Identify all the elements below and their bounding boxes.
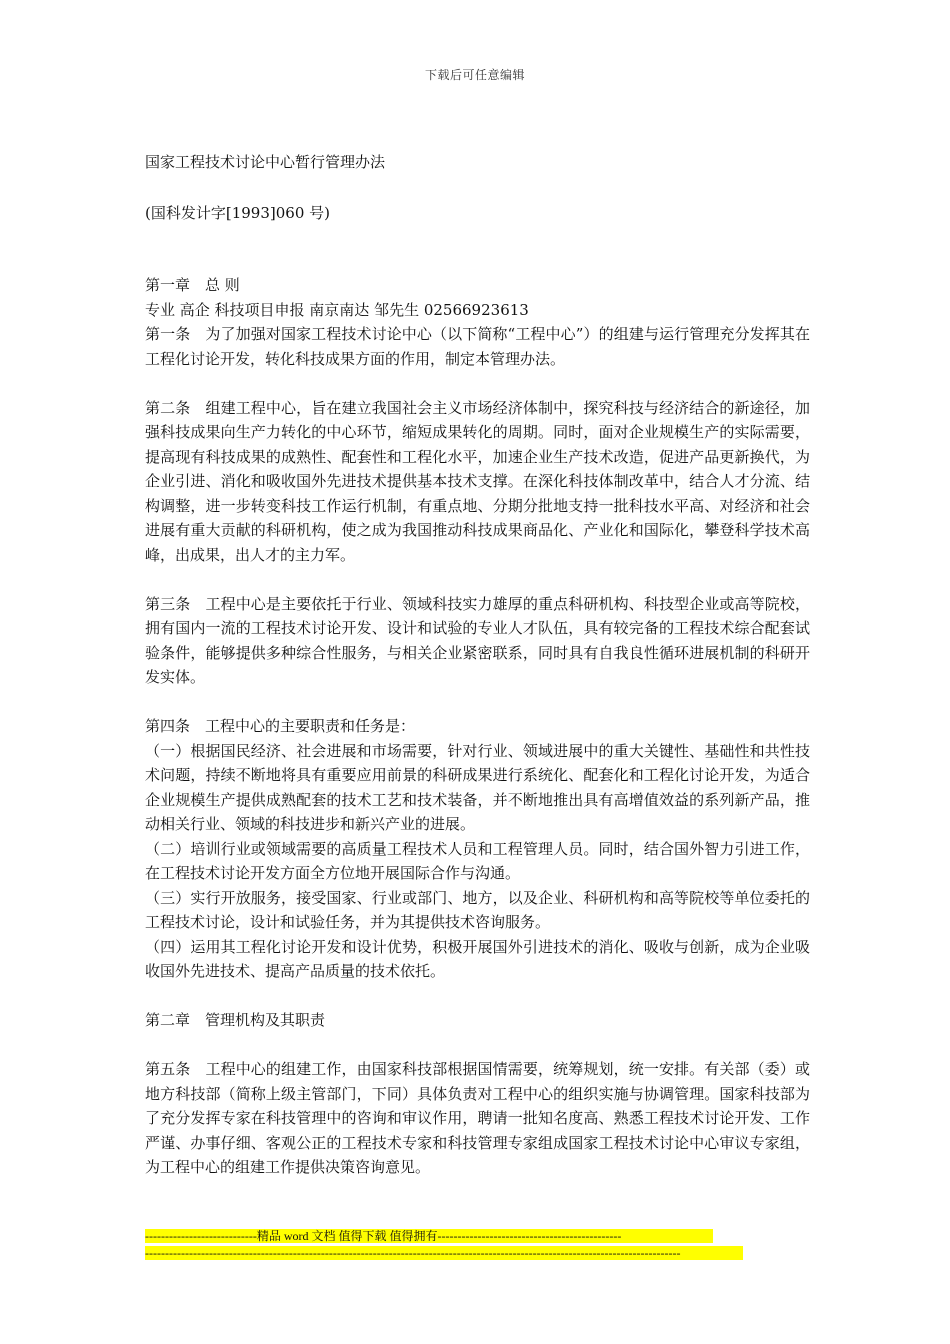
- chapter-1-heading: 第一章 总 则: [145, 276, 240, 294]
- article-4: 第四条 工程中心的主要职责和任务是：: [145, 717, 416, 735]
- article-4-item: （一）根据国民经济、社会进展和市场需要，针对行业、领域进展中的重大关键性、基础性和共性技术问题，持续不断地将具有重要应用前景的科研成果进行系统化、配套化和工程化讨论开发，为适合企业规模生产提供成熟配套的技术工艺和技术装备，并不断地推出具有高增值效益的系列新产品，推动相关行业、领域的科技进步和新兴产业的进展。: [145, 741, 810, 833]
- ad-line: 专业 高企 科技项目申报 南京南达 邹先生 02566923613: [145, 300, 529, 319]
- article-4-item: （三）实行开放服务，接受国家、行业或部门、地方，以及企业、科研机构和高等院校等单位委托的工程技术讨论，设计和试验任务，并为其提供技术咨询服务。: [145, 888, 810, 931]
- document-number: (国科发计字[1993]060 号): [145, 203, 330, 222]
- footer-banner: [145, 1229, 743, 1260]
- paragraph-gap: [145, 984, 810, 1009]
- paragraph-gap: [145, 567, 810, 592]
- article-5: 第五条 工程中心的组建工作，由国家科技部根据国情需要，统筹规划，统一安排。有关部（委）或地方科技部（简称上级主管部门，下同）具体负责对工程中心的组织实施与协调管理。国家科技部为了充分发挥专家在科技管理中的咨询和审议作用，聘请一批知名度高、熟悉工程技术讨论开发、工作严谨、办事仔细、客观公正的工程技术专家和科技管理专家组成国家工程技术讨论中心审议专家组，为工程中心的组建工作提供决策咨询意见。: [145, 1060, 810, 1176]
- article-3: 第三条 工程中心是主要依托于行业、领域科技实力雄厚的重点科研机构、科技型企业或高等院校，拥有国内一流的工程技术讨论开发、设计和试验的专业人才队伍，具有较完备的工程技术综合配套试验条件，能够提供多种综合性服务，与相关企业紧密联系，同时具有自我良性循环进展机制的科研开发实体。: [145, 594, 810, 686]
- chapter-2-heading: 第二章 管理机构及其职责: [145, 1011, 326, 1029]
- paragraph-gap: [145, 371, 810, 396]
- footer-line-1: ----------------------------精品 word 文档 值得下载 值得拥有----------------------------------------------: [145, 1229, 713, 1243]
- document-title: 国家工程技术讨论中心暂行管理办法: [145, 153, 386, 171]
- paragraph-gap: [145, 690, 810, 715]
- paragraph-gap: [145, 1033, 810, 1058]
- article-1: 第一条 为了加强对国家工程技术讨论中心（以下简称“工程中心”）的组建与运行管理充分发挥其在工程化讨论开发，转化科技成果方面的作用，制定本管理办法。: [145, 325, 810, 368]
- article-2: 第二条 组建工程中心，旨在建立我国社会主义市场经济体制中，探究科技与经济结合的新途径，加强科技成果向生产力转化的中心环节，缩短成果转化的周期。同时，面对企业规模生产的实际需要，提高现有科技成果的成熟性、配套性和工程化水平，加速企业生产技术改造，促进产品更新换代，为企业引进、消化和吸收国外先进技术提供基本技术支撑。在深化科技体制改革中，结合人才分流、结构调整，进一步转变科技工作运行机制，有重点地、分期分批地支持一批科技水平高、对经济和社会进展有重大贡献的科研机构，使之成为我国推动科技成果商品化、产业化和国际化，攀登科学技术高峰，出成果，出人才的主力军。: [145, 398, 810, 564]
- document-body: [145, 150, 810, 1180]
- article-4-item: （四）运用其工程化讨论开发和设计优势，积极开展国外引进技术的消化、吸收与创新，成为企业吸收国外先进技术、提高产品质量的技术依托。: [145, 937, 810, 980]
- article-4-item: （二）培训行业或领域需要的高质量工程技术人员和工程管理人员。同时，结合国外智力引进工作，在工程技术讨论开发方面全方位地开展国际合作与沟通。: [145, 839, 810, 882]
- header-note: 下载后可任意编辑: [424, 68, 525, 82]
- footer-line-2: --------------------------------------------------------------------------------------------------------------------------------------: [145, 1246, 743, 1260]
